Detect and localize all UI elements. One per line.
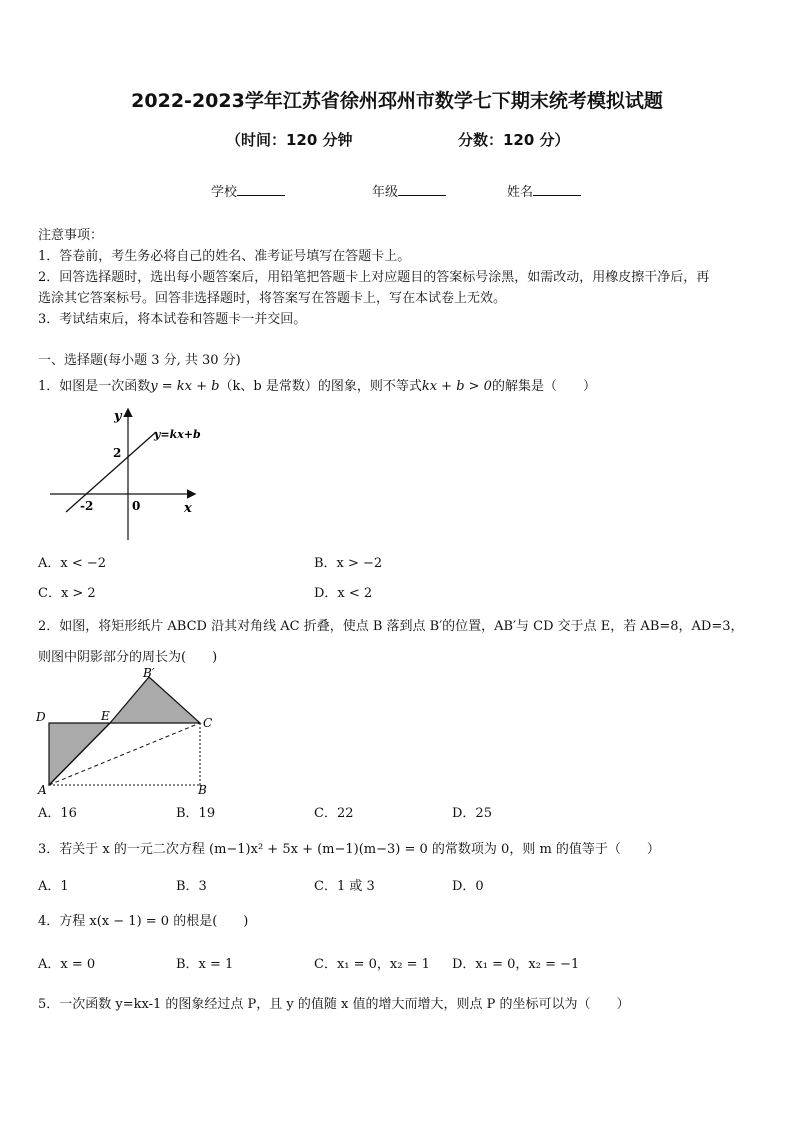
q2-option-d: D．25	[452, 806, 492, 821]
q3-option-a: A．1	[38, 879, 69, 894]
note-item: 选涂其它答案标号。回答非选择题时，将答案写在答题卡上，写在本试卷上无效。	[38, 291, 507, 306]
q1-x-intercept: -2	[80, 499, 94, 513]
q1-suffix: 的解集是（ ）	[491, 379, 596, 394]
q2-option-c: C．22	[314, 806, 354, 821]
q2-label-c: C	[203, 716, 213, 730]
school-field	[211, 181, 285, 200]
q1-prefix: 1．如图是一次函数	[38, 379, 151, 394]
q4-option-d: D．x₁ = 0，x₂ = −1	[452, 957, 580, 972]
q3-option-c: C．1 或 3	[314, 879, 375, 894]
q1-y-label: y	[114, 409, 122, 424]
q2-label-b: B	[198, 783, 207, 797]
section-heading: 一、选择题(每小题 3 分, 共 30 分)	[38, 353, 241, 368]
q1-mid: （k、b 是常数）的图象，则不等式	[219, 379, 422, 394]
name-label: 姓名	[507, 185, 534, 200]
q4-option-a: A．x = 0	[38, 957, 96, 972]
note-item: 3．考试结束后，将本试卷和答题卡一并交回。	[38, 312, 307, 327]
q1-y-intercept: 2	[113, 446, 122, 460]
q1-x-label: x	[184, 501, 192, 516]
q1-function: y = kx + b	[150, 379, 220, 394]
q1-origin: 0	[132, 499, 141, 513]
grade-label: 年级	[372, 185, 399, 200]
exam-time: （时间：120 分钟	[226, 131, 353, 149]
q1-option-b: B．x > −2	[314, 556, 383, 571]
q2-label-e: E	[101, 709, 110, 723]
q3-option-d: D．0	[452, 879, 484, 894]
grade-field	[372, 181, 446, 200]
note-item: 2．回答选择题时，选出每小题答案后，用铅笔把答题卡上对应题目的答案标号涂黑，如需改动，用橡皮擦干净后，再	[38, 270, 710, 285]
q4-option-c: C．x₁ = 0，x₂ = 1	[314, 957, 430, 972]
question-2-line2: 则图中阴影部分的周长为( )	[38, 650, 218, 665]
q1-graph	[44, 400, 214, 545]
question-3: 3．若关于 x 的一元二次方程 (m−1)x² + 5x + (m−1)(m−3) = 0 的常数项为 0，则 m 的值等于（ ）	[38, 842, 660, 857]
q2-label-bprime: B′	[143, 666, 155, 680]
q3-option-b: B．3	[176, 879, 207, 894]
grade-blank	[398, 183, 446, 196]
q2-label-d: D	[36, 710, 46, 724]
name-field	[507, 181, 581, 200]
q2-label-a: A	[38, 783, 47, 797]
q2-figure	[30, 664, 230, 799]
q2-option-a: A．16	[38, 806, 77, 821]
name-blank	[533, 183, 581, 196]
q1-option-d: D．x < 2	[314, 586, 373, 601]
question-2-line1: 2．如图，将矩形纸片 ABCD 沿其对角线 AC 折叠，使点 B 落到点 B′的位置，AB′与 CD 交于点 E，若 AB=8，AD=3，	[38, 619, 744, 634]
question-4: 4．方程 x(x − 1) = 0 的根是( )	[38, 914, 249, 929]
question-5: 5．一次函数 y=kx-1 的图象经过点 P，且 y 的值随 x 值的增大而增大，则点 P 的坐标可以为（ ）	[38, 997, 630, 1012]
note-item: 1．答卷前，考生务必将自己的姓名、准考证号填写在答题卡上。	[38, 249, 411, 264]
q2-shaded-triangle-right	[110, 677, 200, 723]
q1-line-label: y=kx+b	[154, 428, 201, 441]
q4-option-b: B．x = 1	[176, 957, 234, 972]
q1-option-a: A．x < −2	[38, 556, 107, 571]
q1-option-c: C．x > 2	[38, 586, 96, 601]
exam-score: 分数：120 分）	[458, 131, 570, 149]
notes-heading: 注意事项：	[38, 228, 104, 243]
q1-inequality: kx + b > 0	[421, 379, 492, 394]
question-1	[38, 375, 596, 394]
school-label: 学校	[211, 185, 238, 200]
q2-option-b: B．19	[176, 806, 216, 821]
school-blank	[237, 183, 285, 196]
page-title: 2022-2023学年江苏省徐州邳州市数学七下期末统考模拟试题	[131, 90, 663, 112]
